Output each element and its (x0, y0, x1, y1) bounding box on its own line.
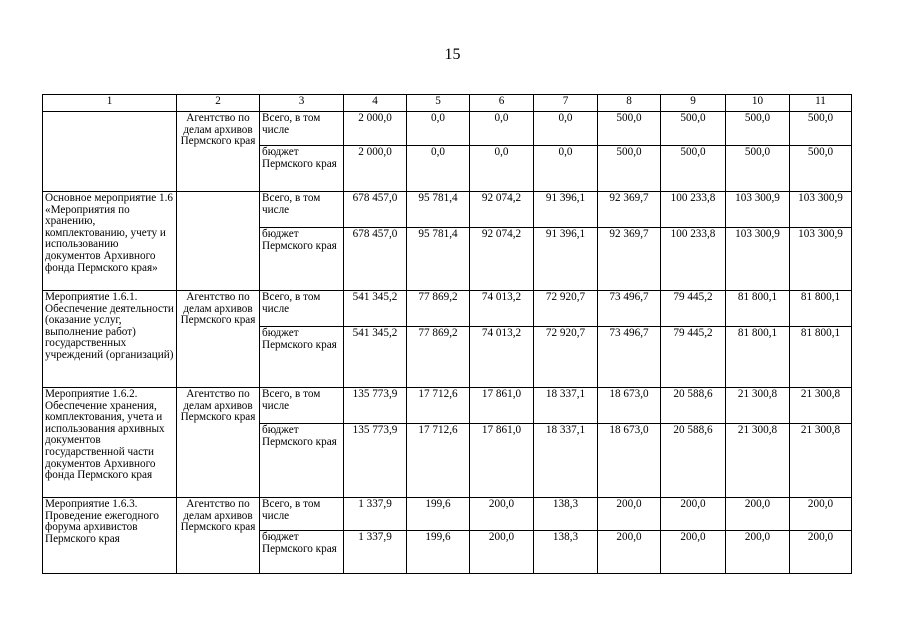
funding-source-cell: Всего, в том числе (260, 112, 344, 146)
amount-cell: 200,0 (470, 531, 534, 574)
amount-cell: 200,0 (661, 531, 726, 574)
executor-cell: Агентство по делам архивов Пермского края (177, 388, 260, 498)
measure-name-cell: Мероприятие 1.6.1. Обеспечение деятельности (оказание услуг, выполнение работ) государственных учреждений (организаций) (43, 291, 177, 388)
amount-cell: 200,0 (790, 531, 852, 574)
amount-cell: 138,3 (534, 531, 598, 574)
amount-cell: 21 300,8 (790, 388, 852, 424)
table-row (43, 192, 852, 228)
amount-cell: 500,0 (790, 112, 852, 146)
amount-cell: 81 800,1 (726, 327, 790, 388)
amount-cell: 77 869,2 (407, 327, 470, 388)
amount-cell: 199,6 (407, 531, 470, 574)
header-cell: 5 (407, 95, 470, 112)
amount-cell: 541 345,2 (344, 291, 407, 327)
amount-cell: 21 300,8 (790, 424, 852, 498)
amount-cell: 18 337,1 (534, 388, 598, 424)
amount-cell: 1 337,9 (344, 498, 407, 531)
budget-table (42, 94, 852, 574)
header-cell: 8 (598, 95, 661, 112)
amount-cell: 21 300,8 (726, 388, 790, 424)
measure-name-cell: Основное мероприятие 1.6 «Мероприятия по хранению, комплектованию, учету и использованию документов Архивного фонда Пермского края» (43, 192, 177, 291)
header-row (43, 95, 852, 112)
header-cell: 10 (726, 95, 790, 112)
amount-cell: 81 800,1 (790, 291, 852, 327)
amount-cell: 200,0 (661, 498, 726, 531)
amount-cell: 678 457,0 (344, 192, 407, 228)
amount-cell: 0,0 (534, 112, 598, 146)
header-cell: 4 (344, 95, 407, 112)
amount-cell: 200,0 (598, 531, 661, 574)
amount-cell: 0,0 (407, 146, 470, 192)
amount-cell: 20 588,6 (661, 424, 726, 498)
measure-name-cell: Мероприятие 1.6.2. Обеспечение хранения, комплектования, учета и использования архивных документов государственной части документов Архивного фонда Пермского края (43, 388, 177, 498)
amount-cell: 500,0 (726, 112, 790, 146)
amount-cell: 199,6 (407, 498, 470, 531)
header-cell: 6 (470, 95, 534, 112)
amount-cell: 500,0 (661, 146, 726, 192)
amount-cell: 103 300,9 (726, 228, 790, 291)
amount-cell: 17 712,6 (407, 424, 470, 498)
table-row (43, 388, 852, 424)
amount-cell: 103 300,9 (726, 192, 790, 228)
amount-cell: 79 445,2 (661, 327, 726, 388)
header-cell: 3 (260, 95, 344, 112)
amount-cell: 74 013,2 (470, 291, 534, 327)
amount-cell: 500,0 (661, 112, 726, 146)
amount-cell: 74 013,2 (470, 327, 534, 388)
funding-source-cell: бюджет Пермского края (260, 531, 344, 574)
amount-cell: 81 800,1 (790, 327, 852, 388)
amount-cell: 91 396,1 (534, 228, 598, 291)
amount-cell: 0,0 (534, 146, 598, 192)
funding-source-cell: Всего, в том числе (260, 192, 344, 228)
funding-source-cell: бюджет Пермского края (260, 228, 344, 291)
header-cell: 7 (534, 95, 598, 112)
amount-cell: 138,3 (534, 498, 598, 531)
amount-cell: 79 445,2 (661, 291, 726, 327)
table-row (43, 112, 852, 146)
amount-cell: 17 861,0 (470, 424, 534, 498)
amount-cell: 200,0 (726, 531, 790, 574)
amount-cell: 92 369,7 (598, 192, 661, 228)
amount-cell: 135 773,9 (344, 388, 407, 424)
amount-cell: 103 300,9 (790, 192, 852, 228)
funding-source-cell: Всего, в том числе (260, 498, 344, 531)
amount-cell: 541 345,2 (344, 327, 407, 388)
page-number: 15 (444, 46, 461, 63)
amount-cell: 72 920,7 (534, 327, 598, 388)
amount-cell: 500,0 (726, 146, 790, 192)
amount-cell: 18 673,0 (598, 388, 661, 424)
amount-cell: 100 233,8 (661, 228, 726, 291)
amount-cell: 17 861,0 (470, 388, 534, 424)
header-cell: 9 (661, 95, 726, 112)
header-cell: 11 (790, 95, 852, 112)
amount-cell: 17 712,6 (407, 388, 470, 424)
amount-cell: 77 869,2 (407, 291, 470, 327)
amount-cell: 103 300,9 (790, 228, 852, 291)
amount-cell: 0,0 (470, 112, 534, 146)
amount-cell: 18 673,0 (598, 424, 661, 498)
executor-cell: Агентство по делам архивов Пермского края (177, 291, 260, 388)
amount-cell: 500,0 (790, 146, 852, 192)
amount-cell: 95 781,4 (407, 228, 470, 291)
amount-cell: 0,0 (407, 112, 470, 146)
amount-cell: 92 369,7 (598, 228, 661, 291)
executor-cell: Агентство по делам архивов Пермского края (177, 112, 260, 192)
amount-cell: 500,0 (598, 112, 661, 146)
amount-cell: 2 000,0 (344, 146, 407, 192)
amount-cell: 200,0 (726, 498, 790, 531)
amount-cell: 135 773,9 (344, 424, 407, 498)
amount-cell: 100 233,8 (661, 192, 726, 228)
measure-name-cell: Мероприятие 1.6.3. Проведение ежегодного форума архивистов Пермского края (43, 498, 177, 574)
header-cell: 2 (177, 95, 260, 112)
amount-cell: 0,0 (470, 146, 534, 192)
amount-cell: 73 496,7 (598, 327, 661, 388)
amount-cell: 81 800,1 (726, 291, 790, 327)
funding-source-cell: Всего, в том числе (260, 291, 344, 327)
funding-source-cell: бюджет Пермского края (260, 327, 344, 388)
table-row (43, 291, 852, 327)
executor-cell: Агентство по делам архивов Пермского края (177, 498, 260, 574)
amount-cell: 1 337,9 (344, 531, 407, 574)
funding-source-cell: Всего, в том числе (260, 388, 344, 424)
measure-name-cell (43, 112, 177, 192)
table-row (43, 498, 852, 531)
amount-cell: 18 337,1 (534, 424, 598, 498)
funding-source-cell: бюджет Пермского края (260, 146, 344, 192)
amount-cell: 92 074,2 (470, 192, 534, 228)
amount-cell: 200,0 (470, 498, 534, 531)
amount-cell: 91 396,1 (534, 192, 598, 228)
amount-cell: 678 457,0 (344, 228, 407, 291)
amount-cell: 72 920,7 (534, 291, 598, 327)
amount-cell: 95 781,4 (407, 192, 470, 228)
header-cell: 1 (43, 95, 177, 112)
amount-cell: 2 000,0 (344, 112, 407, 146)
funding-source-cell: бюджет Пермского края (260, 424, 344, 498)
amount-cell: 200,0 (790, 498, 852, 531)
amount-cell: 92 074,2 (470, 228, 534, 291)
amount-cell: 500,0 (598, 146, 661, 192)
executor-cell (177, 192, 260, 291)
amount-cell: 73 496,7 (598, 291, 661, 327)
amount-cell: 200,0 (598, 498, 661, 531)
amount-cell: 20 588,6 (661, 388, 726, 424)
amount-cell: 21 300,8 (726, 424, 790, 498)
